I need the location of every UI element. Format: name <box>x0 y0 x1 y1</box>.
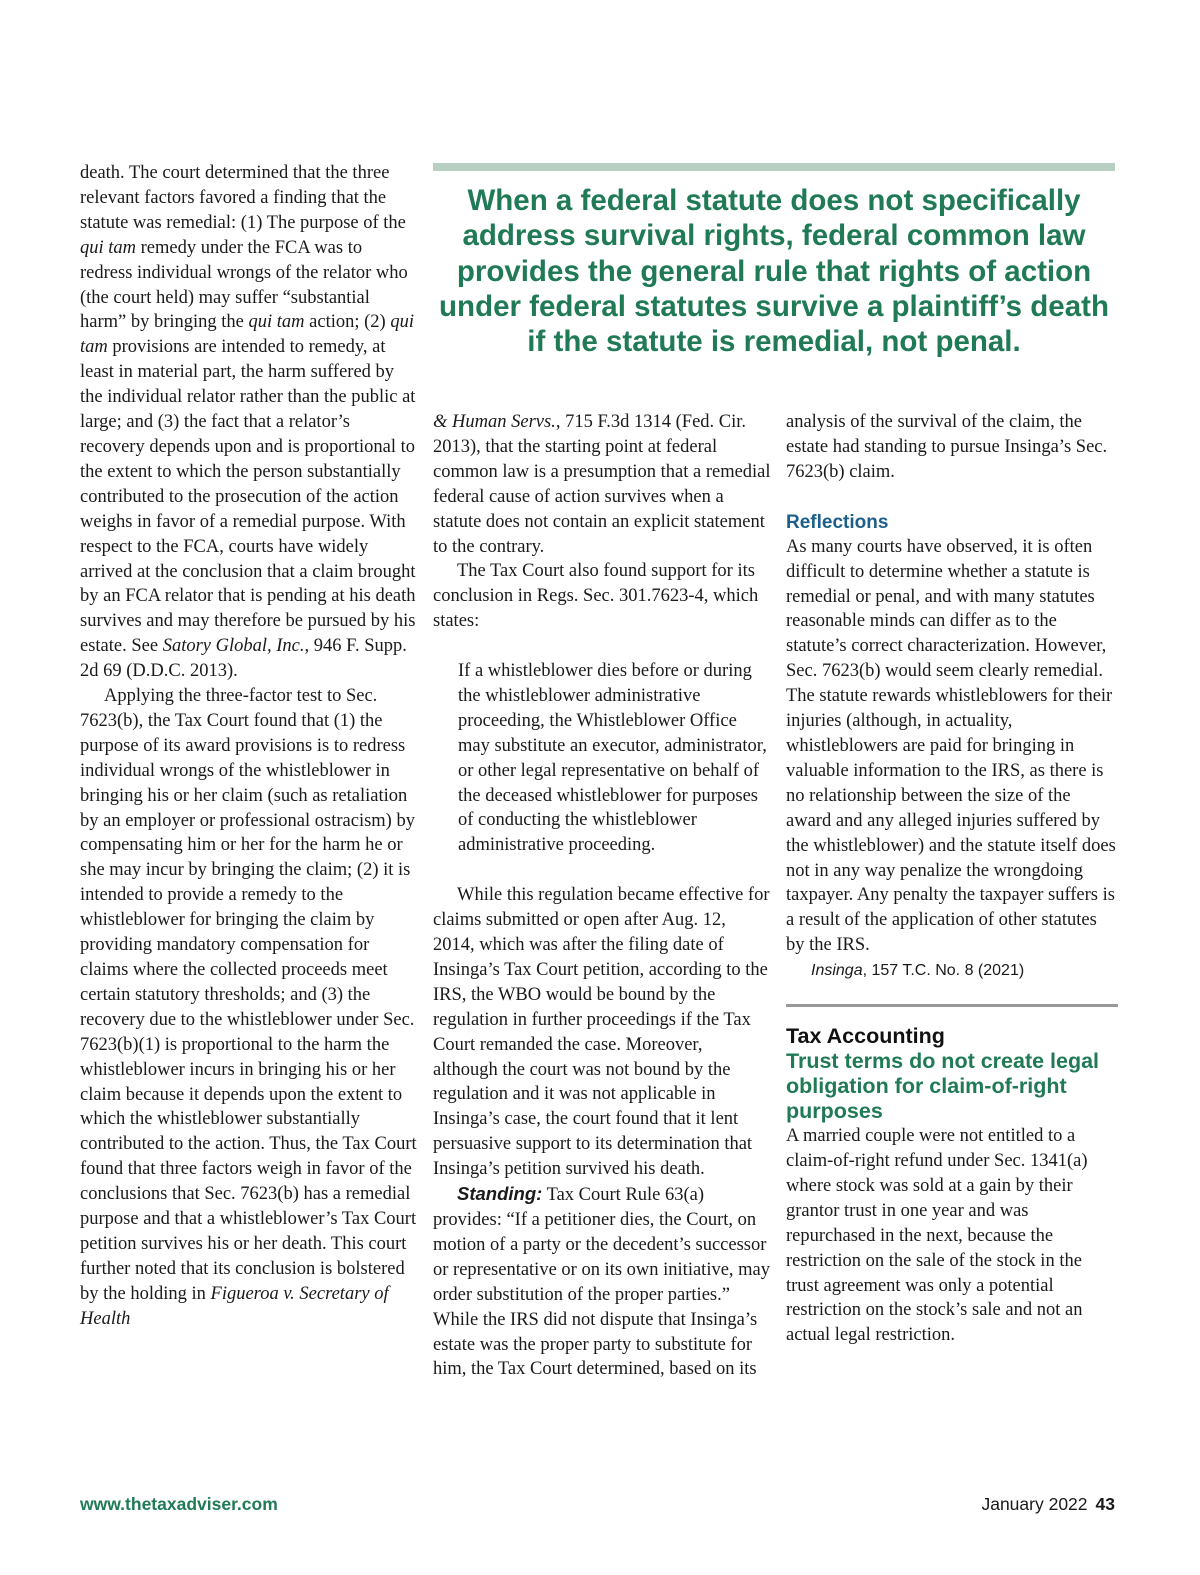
footer-website-url: www.thetaxadviser.com <box>80 1494 278 1514</box>
article-column-2 <box>433 410 771 1382</box>
section-divider <box>786 1004 1118 1007</box>
article-subheading: Trust terms do not create legal obligation for claim-of-right purposes <box>786 1049 1100 1124</box>
reflections-heading: Reflections <box>786 511 889 533</box>
body-paragraph: & Human Servs., 715 F.3d 1314 (Fed. Cir. 2013), that the starting point at federal common law is a presumption that a remedial federal cause of action survives when a statute does not contain an explicit statement to the contrary. <box>433 412 771 557</box>
section-heading: Tax Accounting <box>786 1024 945 1049</box>
article-column-3 <box>786 410 1118 1348</box>
body-paragraph: A married couple were not entitled to a claim-of-right refund under Sec. 1341(a) where stock was sold at a gain by their grantor trust in one year and was repurchased in the next, because the restriction on the sale of the stock in the trust agreement was only a potential restriction on the stock’s sale and not an actual legal restriction. <box>786 1126 1088 1346</box>
body-paragraph: While this regulation became effective for claims submitted or open after Aug. 12, 2014, which was after the filing date of Insinga’s Tax Court petition, according to the IRS, the WBO would be bound by the regulation in further proceedings if the Tax Court remanded the case. Moreover, although the court was not bound by the regulation and it was not applicable in Insinga’s case, the court found that it lent persuasive support to its determination that Insinga’s petition survived his death. <box>433 885 770 1180</box>
article-column-1 <box>80 161 418 1332</box>
footer-date: January 2022 <box>981 1494 1088 1514</box>
body-paragraph: analysis of the survival of the claim, the estate had standing to pursue Insinga’s Sec. 7623(b) claim. <box>786 412 1108 482</box>
body-paragraph: Standing: Tax Court Rule 63(a) provides: “If a petitioner dies, the Court, on motion of a party or the decedent’s successor or representative or on its own initiative, may order substitution of the proper parties.” While the IRS did not dispute that Insinga’s estate was the proper party to substitute for him, the Tax Court determined, based on its <box>433 1183 771 1380</box>
page-number: 43 <box>1095 1494 1115 1514</box>
run-in-heading: Standing: <box>457 1183 543 1205</box>
body-paragraph: death. The court determined that the three relevant factors favored a finding that the statute was remedial: (1) The purpose of the qui tam remedy under the FCA was to redress individual wrongs of the relator who (the court held) may suffer “substantial harm” by bringing the qui tam action; (2) qui tam provisions are intended to remedy, at least in material part, the harm suffered by the individual relator rather than the public at large; and (3) the fact that a relator’s recovery depends upon and is proportional to the extent to which the person substantially contributed to the prosecution of the action weighs in favor of a remedial purpose. With respect to the FCA, courts have widely arrived at the conclusion that a claim brought by an FCA relator that is pending at his death survives and may therefore be pursued by his estate. See Satory Global, Inc., 946 F. Supp. 2d 69 (D.D.C. 2013). <box>80 163 416 682</box>
body-paragraph: Applying the three-factor test to Sec. 7623(b), the Tax Court found that (1) the purpose of its award provisions is to redress individual wrongs of the whistleblower in bringing his or her claim (such as retaliation by an employer or professional ostracism) by compensating him or her for the harm he or she may incur by bringing the claim; (2) it is intended to provide a remedy to the whistleblower for bringing the claim by providing mandatory compensation for claims where the collected proceeds meet certain statutory thresholds; and (3) the recovery due to the whistleblower under Sec. 7623(b)(1) is proportional to the harm the whistleblower incurs in bringing his or her claim because it depends upon the extent to which the whistleblower substantially contributed to the action. Thus, the Tax Court found that three factors weigh in favor of the conclusions that Sec. 7623(b) has a remedial purpose and that a whistleblower’s Tax Court petition survives his or her death. This court further noted that its conclusion is bolstered by the holding in Figueroa v. Secretary of Health <box>80 686 417 1329</box>
body-paragraph: As many courts have observed, it is often difficult to determine whether a statute is remedial or penal, and with many statutes reasonable minds can differ as to the statute’s correct characterization. However, Sec. 7623(b) would seem clearly remedial. The statute rewards whistleblowers for their injuries (although, in actuality, whistleblowers are paid for bringing in valuable information to the IRS, as there is no relationship between the size of the award and any alleged injuries suffered by the whistleblower) and the statute itself does not in any way penalize the wrongdoing taxpayer. Any penalty the taxpayer suffers is a result of the application of other statutes by the IRS. <box>786 536 1116 956</box>
block-quote: If a whistleblower dies before or during the whistleblower administrative proceeding, the Whistleblower Office may substitute an executor, administrator, or other legal representative on behalf of the deceased whistleblower for purposes of conducting the whistleblower administrative proceeding. <box>458 661 767 856</box>
footer-issue <box>981 1494 1115 1515</box>
pull-quote-rule <box>433 163 1115 171</box>
pull-quote: When a federal statute does not specifically address survival rights, federal common law provides the general rule that rights of action under federal statutes survive a plaintiff’s death if the statute is remedial, not penal. <box>439 184 1109 359</box>
case-citation: Insinga, 157 T.C. No. 8 (2021) <box>811 962 1025 980</box>
body-paragraph: The Tax Court also found support for its conclusion in Regs. Sec. 301.7623-4, which states: <box>433 561 759 632</box>
